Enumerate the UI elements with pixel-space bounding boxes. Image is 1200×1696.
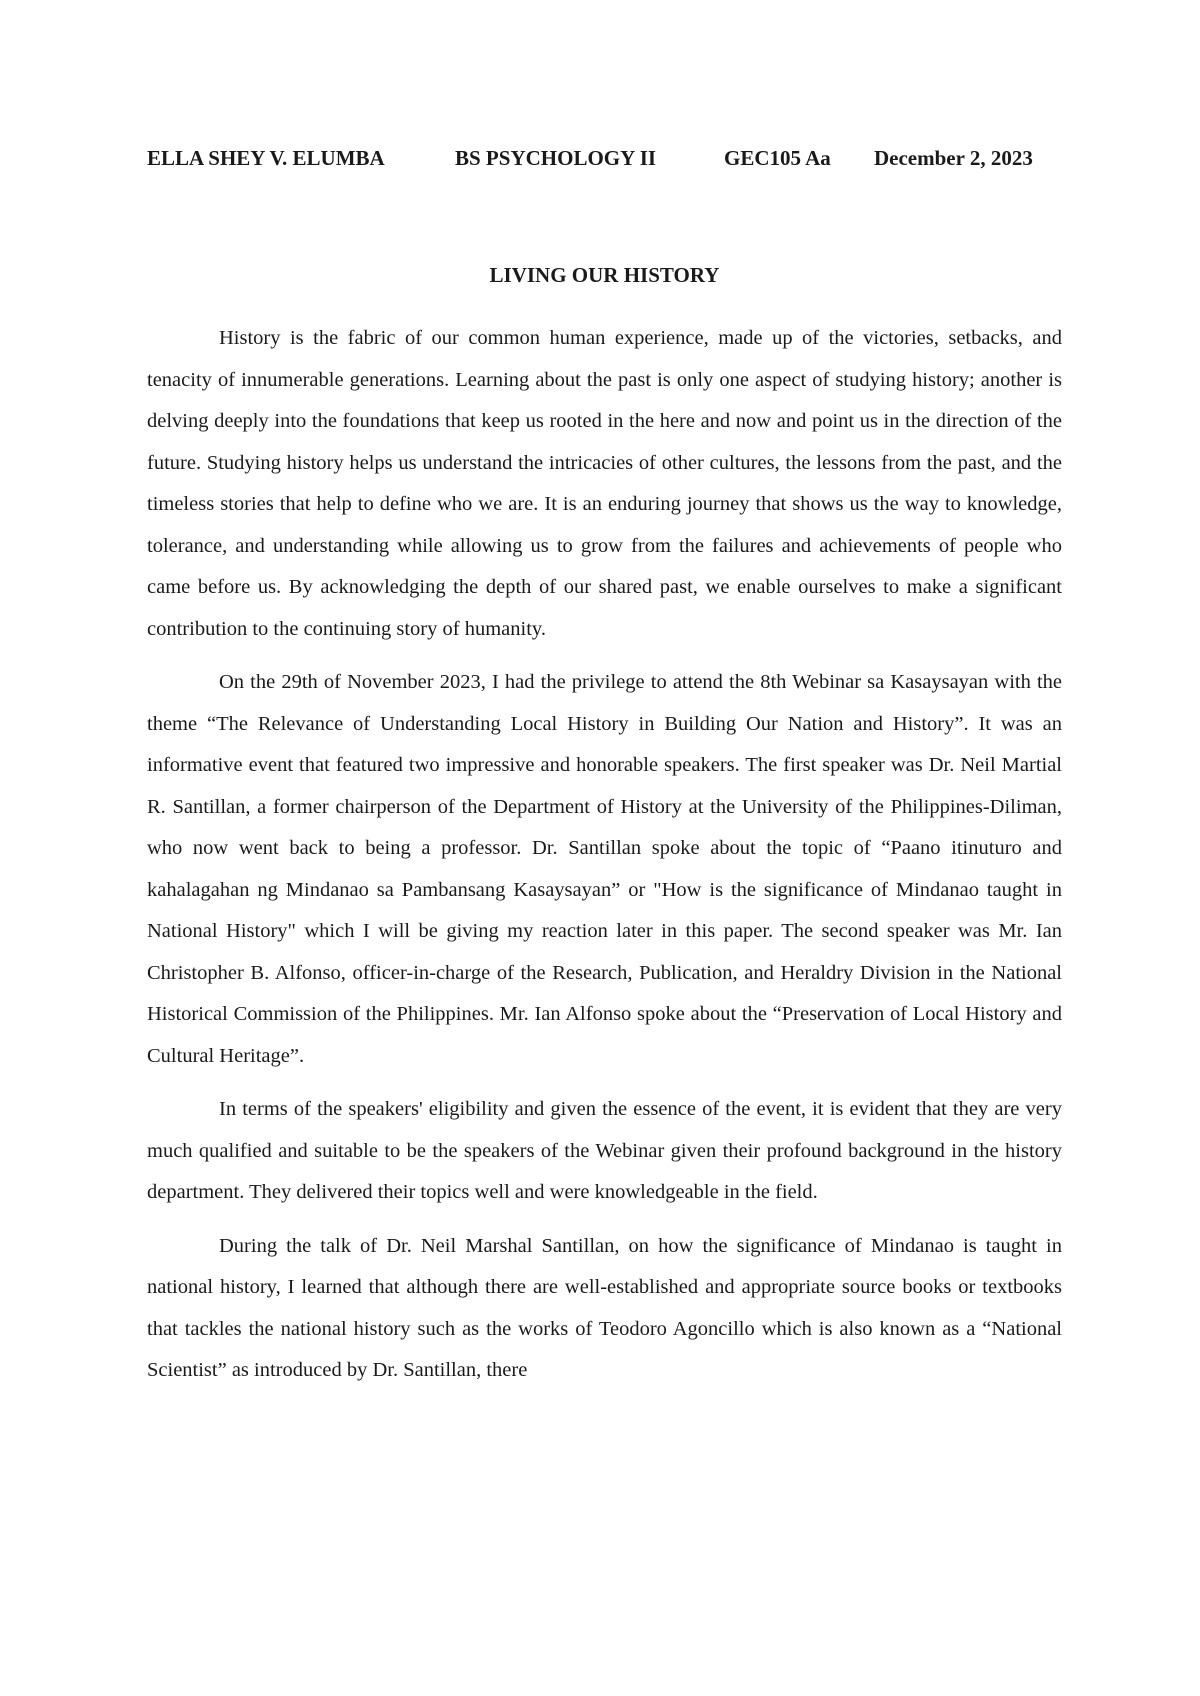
document-body — [147, 318, 1062, 1392]
paragraph: On the 29th of November 2023, I had the privilege to attend the 8th Webinar sa Kasaysayan with the theme “The Relevance of Understanding Local History in Building Our Nation and History”. It was an informative event that featured two impressive and honorable speakers. The first speaker was Dr. Neil Martial R. Santillan, a former chairperson of the Department of History at the University of the Philippines-Diliman, who now went back to being a professor. Dr. Santillan spoke about the topic of “Paano itinuturo and kahalagahan ng Mindanao sa Pambansang Kasaysayan” or "How is the significance of Mindanao taught in National History" which I will be giving my reaction later in this paper. The second speaker was Mr. Ian Christopher B. Alfonso, officer-in-charge of the Research, Publication, and Heraldry Division in the National Historical Commission of the Philippines. Mr. Ian Alfonso spoke about the “Preservation of Local History and Cultural Heritage”. — [147, 671, 1062, 1067]
document-header — [147, 146, 1062, 176]
paragraph: History is the fabric of our common human experience, made up of the victories, setbacks, and tenacity of innumerable generations. Learning about the past is only one aspect of studying history; another is delving deeply into the foundations that keep us rooted in the here and now and point us in the direction of the future. Studying history helps us understand the intricacies of other cultures, the lessons from the past, and the timeless stories that help to define who we are. It is an enduring journey that shows us the way to knowledge, tolerance, and understanding while allowing us to grow from the failures and achievements of people who came before us. By acknowledging the depth of our shared past, we enable ourselves to make a significant contribution to the continuing story of humanity. — [147, 327, 1062, 640]
paragraph: In terms of the speakers' eligibility and given the essence of the event, it is evident that they are very much qualified and suitable to be the speakers of the Webinar given their profound background in the history department. They delivered their topics well and were knowledgeable in the field. — [147, 1098, 1062, 1203]
paragraph: During the talk of Dr. Neil Marshal Santillan, on how the significance of Mindanao is taught in national history, I learned that although there are well-established and appropriate source books or textbooks that tackles the national history such as the works of Teodoro Agoncillo which is also known as a “National Scientist” as introduced by Dr. Santillan, there — [147, 1234, 1062, 1381]
document-date: December 2, 2023 — [874, 146, 1033, 170]
document-title: LIVING OUR HISTORY — [489, 263, 720, 287]
subject-code: GEC105 Aa — [724, 146, 831, 170]
course-label: BS PSYCHOLOGY II — [455, 146, 657, 170]
student-name: ELLA SHEY V. ELUMBA — [147, 146, 385, 170]
